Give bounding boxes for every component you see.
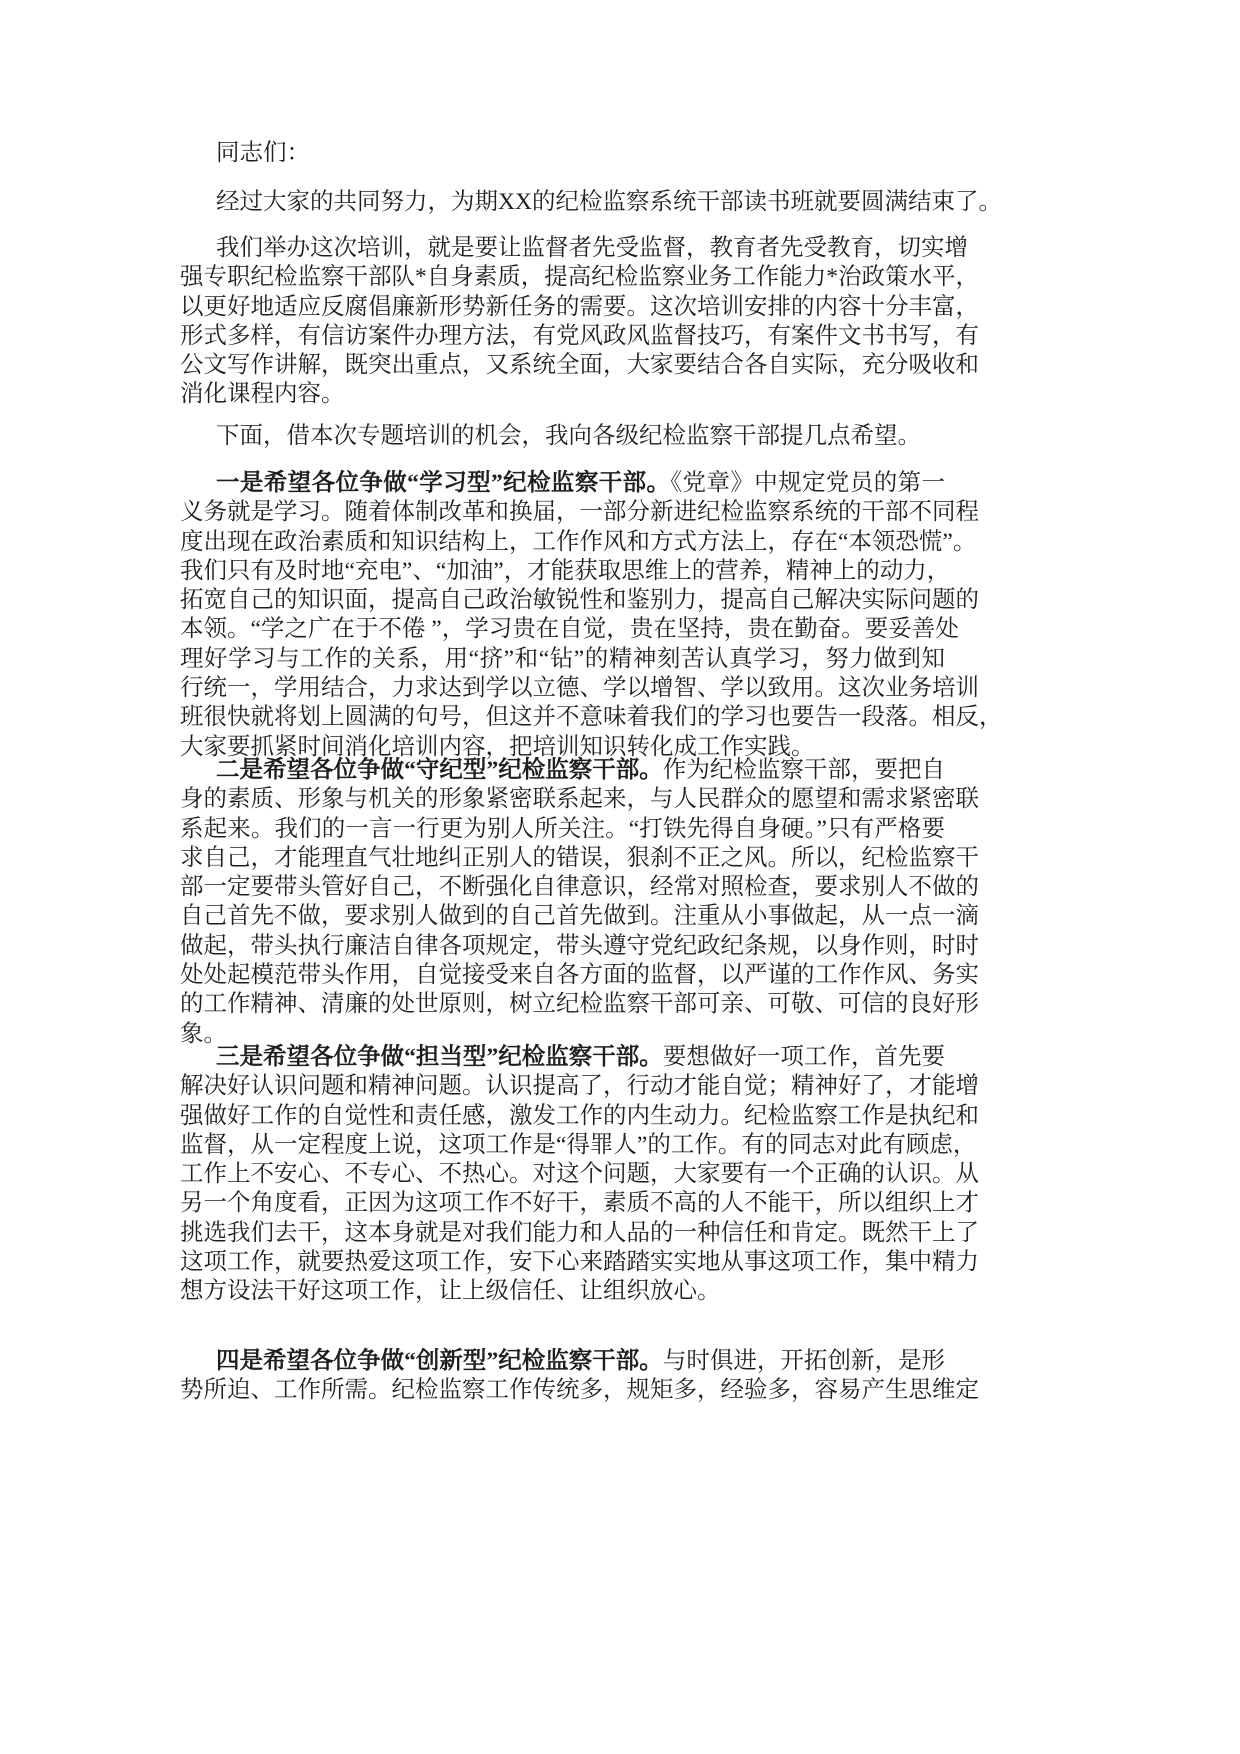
line-text: 强专职纪检监察干部队*自身素质，提高纪检监察业务工作能力*治政策水平， [180, 264, 979, 291]
line-text: 大家要抓紧时间消化培训内容，把培训知识转化成工作实践。 [180, 733, 815, 760]
paragraph [180, 1043, 979, 1307]
text-line [180, 703, 1003, 732]
line-text: 强做好工作的自觉性和责任感，激发工作的内生动力。纪检监察工作是执纪和 [180, 1102, 979, 1129]
paragraph [180, 422, 945, 451]
text-line [180, 1189, 979, 1218]
line-text: 做起，带头执行廉洁自律各项规定，带头遵守党纪政纪条规，以身作则，时时 [180, 932, 979, 959]
line-text: 求自己，才能理直气壮地纠正别人的错误，狠刹不正之风。所以，纪检监察干 [180, 844, 979, 871]
paragraph [180, 188, 1002, 217]
text-line [180, 844, 979, 873]
line-text: 班很快就将划上圆满的句号，但这并不意味着我们的学习也要告一段落。相反， [180, 704, 1003, 731]
line-text: 部一定要带头管好自己，不断强化自律意识，经常对照检查，要求别人不做的 [180, 874, 979, 901]
line-text: 理好学习与工作的关系，用“挤”和“钻”的精神刻苦认真学习，努力做到知 [180, 645, 945, 672]
text-line [180, 645, 945, 674]
line-text: 拓宽自己的知识面，提高自己政治敏锐性和鉴别力，提高自己解决实际问题的 [180, 587, 979, 614]
text-line [180, 188, 1002, 217]
text-line [180, 557, 951, 586]
line-text: 解决好认识问题和精神问题。认识提高了，行动才能自觉；精神好了，才能增 [180, 1073, 979, 1100]
text-line [180, 990, 979, 1019]
line-text: 挑选我们去干，这本身就是对我们能力和人品的一种信任和肯定。既然干上了 [180, 1219, 979, 1246]
line-text: 自己首先不做，要求别人做到的自己首先做到。注重从小事做起，从一点一滴 [180, 903, 979, 930]
line-text: 的工作精神、清廉的处世原则，树立纪检监察干部可亲、可敬、可信的良好形 [180, 991, 979, 1018]
text-line [180, 1160, 979, 1189]
line-text: 经过大家的共同努力，为期XX的纪检监察系统干部读书班就要圆满结束了。 [216, 189, 1002, 215]
line-text: 要想做好一项工作，首先要 [662, 1044, 946, 1070]
text-line [180, 1219, 979, 1248]
text-line [180, 469, 945, 498]
text-line [180, 351, 979, 380]
line-text: 另一个角度看，正因为这项工作不好干，素质不高的人不能干，所以组织上才 [180, 1190, 979, 1217]
text-line [180, 1347, 945, 1376]
line-text: 公文写作讲解，既突出重点，又系统全面，大家要结合各自实际，充分吸收和 [180, 352, 979, 379]
line-text: 以更好地适应反腐倡廉新形势新任务的需要。这次培训安排的内容十分丰富， [180, 293, 979, 320]
line-text: 义务就是学习。随着体制改革和换届，一部分新进纪检监察系统的干部不同程 [180, 499, 979, 526]
paragraph [180, 469, 1003, 762]
paragraph-lead-heading: 一是希望各位争做“学习型”纪检监察干部。 [216, 470, 671, 496]
text-line [180, 873, 979, 902]
text-line [180, 961, 979, 990]
paragraph [180, 139, 945, 168]
line-text: 下面，借本次专题培训的机会，我向各级纪检监察干部提几点希望。 [216, 423, 921, 449]
line-text: 监督，从一定程度上说，这项工作是“得罪人”的工作。有的同志对此有顾虑， [180, 1131, 977, 1158]
line-text: 想方设法干好这项工作，让上级信任、让组织放心。 [180, 1278, 721, 1305]
line-text: 行统一，学用结合，力求达到学以立德、学以增智、学以致用。这次业务培训 [180, 675, 979, 702]
paragraph-lead-heading: 二是希望各位争做“守纪型”纪检监察干部。 [216, 757, 663, 783]
text-line [180, 674, 979, 703]
paragraph [180, 234, 979, 410]
paragraph-lead-heading: 三是希望各位争做“担当型”纪检监察干部。 [216, 1044, 663, 1070]
line-text: 处处起模范带头作用，自觉接受来自各方面的监督，以严谨的工作作风、务实 [180, 962, 979, 989]
line-text: 与时俱进，开拓创新，是形 [662, 1348, 946, 1374]
line-text: 势所迫、工作所需。纪检监察工作传统多，规矩多，经验多，容易产生思维定 [180, 1377, 979, 1404]
line-text: 我们举办这次培训，就是要让监督者先受监督，教育者先受教育，切实增 [216, 235, 968, 261]
paragraph [180, 1347, 979, 1406]
line-text: 度出现在政治素质和知识结构上，工作作风和方式方法上，存在“本领恐慌”。 [180, 528, 977, 555]
text-line [180, 785, 979, 814]
paragraph [180, 756, 979, 1049]
text-line [180, 1102, 979, 1131]
line-text: 这项工作，就要热爱这项工作，安下心来踏踏实实地从事这项工作，集中精力 [180, 1249, 979, 1276]
line-text: 系起来。我们的一言一行更为别人所关注。“打铁先得自身硬。”只有严格要 [180, 815, 945, 842]
line-text: 同志们： [216, 140, 310, 166]
text-line [180, 1376, 979, 1405]
text-line [180, 815, 945, 844]
text-line [180, 615, 959, 644]
text-line [180, 932, 979, 961]
line-text: 我们只有及时地“充电”、“加油”，才能获取思维上的营养，精神上的动力， [180, 557, 951, 584]
text-line [180, 1131, 977, 1160]
text-line [180, 234, 968, 263]
line-text: 工作上不安心、不专心、不热心。对这个问题，大家要有一个正确的认识。从 [180, 1161, 979, 1188]
text-line [180, 322, 979, 351]
text-line [180, 1248, 979, 1277]
text-line [180, 528, 977, 557]
text-line [180, 902, 979, 931]
text-line [180, 422, 945, 451]
text-line [180, 380, 945, 409]
text-line [180, 756, 945, 785]
text-line [180, 263, 979, 292]
paragraph-lead-heading: 四是希望各位争做“创新型”纪检监察干部。 [216, 1348, 663, 1374]
line-text: 《党章》中规定党员的第一 [670, 470, 946, 496]
line-text: 象。 [180, 1020, 227, 1047]
line-text: 形式多样，有信访案件办理方法，有党风政风监督技巧，有案件文书书写，有 [180, 322, 979, 349]
text-line [180, 498, 979, 527]
line-text: 身的素质、形象与机关的形象紧密联系起来，与人民群众的愿望和需求紧密联 [180, 786, 979, 813]
text-line [180, 586, 979, 615]
text-line [180, 1277, 945, 1306]
line-text: 本领。“学之广在于不倦 ”，学习贵在自觉，贵在坚持，贵在勤奋。要妥善处 [180, 616, 959, 643]
text-line [180, 1072, 979, 1101]
text-line [180, 293, 979, 322]
line-text: 作为纪检监察干部，要把自 [662, 757, 946, 783]
line-text: 消化课程内容。 [180, 381, 345, 408]
text-line [180, 139, 945, 168]
text-line [180, 1043, 945, 1072]
